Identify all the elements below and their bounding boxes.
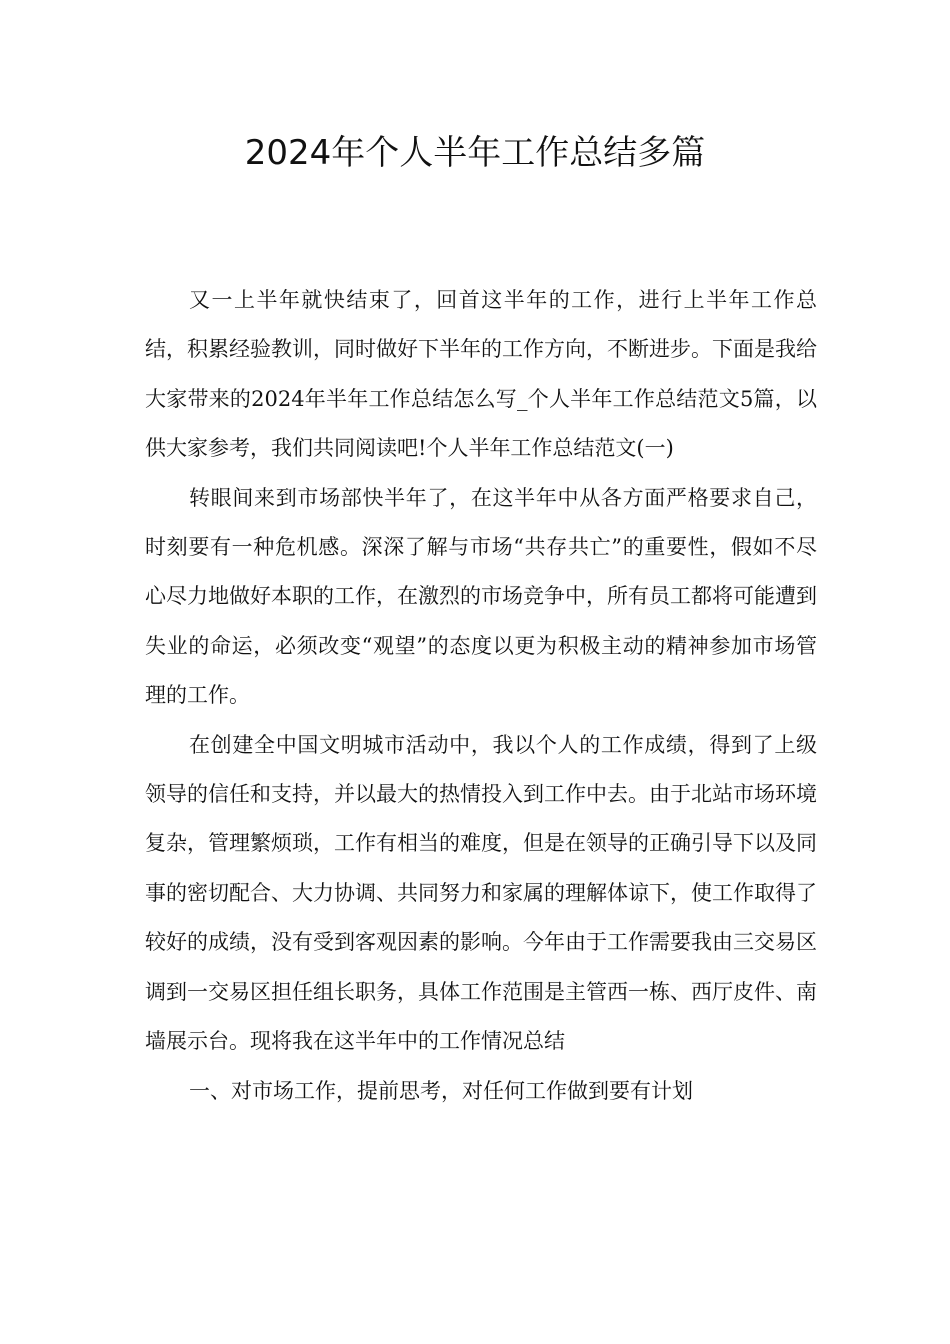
document-title: 2024年个人半年工作总结多篇 bbox=[244, 133, 706, 173]
paragraph-civilized-city: 在创建全中国文明城市活动中，我以个人的工作成绩，得到了上级领导的信任和支持，并以最大的热情投入到工作中去。由于北站市场环境复杂，管理繁烦琐，工作有相当的难度，但是在领导的正确引导下以及同事的密切配合、大力协调、共同努力和家属的理解体谅下，使工作取得了较好的成绩，没有受到客观因素的影响。今年由于工作需要我由三交易区调到一交易区担任组长职务，具体工作范围是主管西一栋、西厅皮件、南墙展示台。现将我在这半年中的工作情况总结 bbox=[145, 732, 817, 1054]
paragraph-market-department: 转眼间来到市场部快半年了，在这半年中从各方面严格要求自己，时刻要有一种危机感。深深了解与市场“共存共亡”的重要性，假如不尽心尽力地做好本职的工作，在激烈的市场竞争中，所有员工都将可能遭到失业的命运，必须改变“观望”的态度以更为积极主动的精神参加市场管理的工作。 bbox=[145, 485, 817, 708]
document-body bbox=[145, 276, 817, 1116]
paragraph-intro: 又一上半年就快结束了，回首这半年的工作，进行上半年工作总结，积累经验教训，同时做好下半年的工作方向，不断进步。下面是我给大家带来的2024年半年工作总结怎么写_个人半年工作总结范文5篇，以供大家参考，我们共同阅读吧!个人半年工作总结范文(一) bbox=[145, 288, 817, 461]
paragraph-section-one-heading: 一、对市场工作，提前思考，对任何工作做到要有计划 bbox=[189, 1078, 693, 1103]
